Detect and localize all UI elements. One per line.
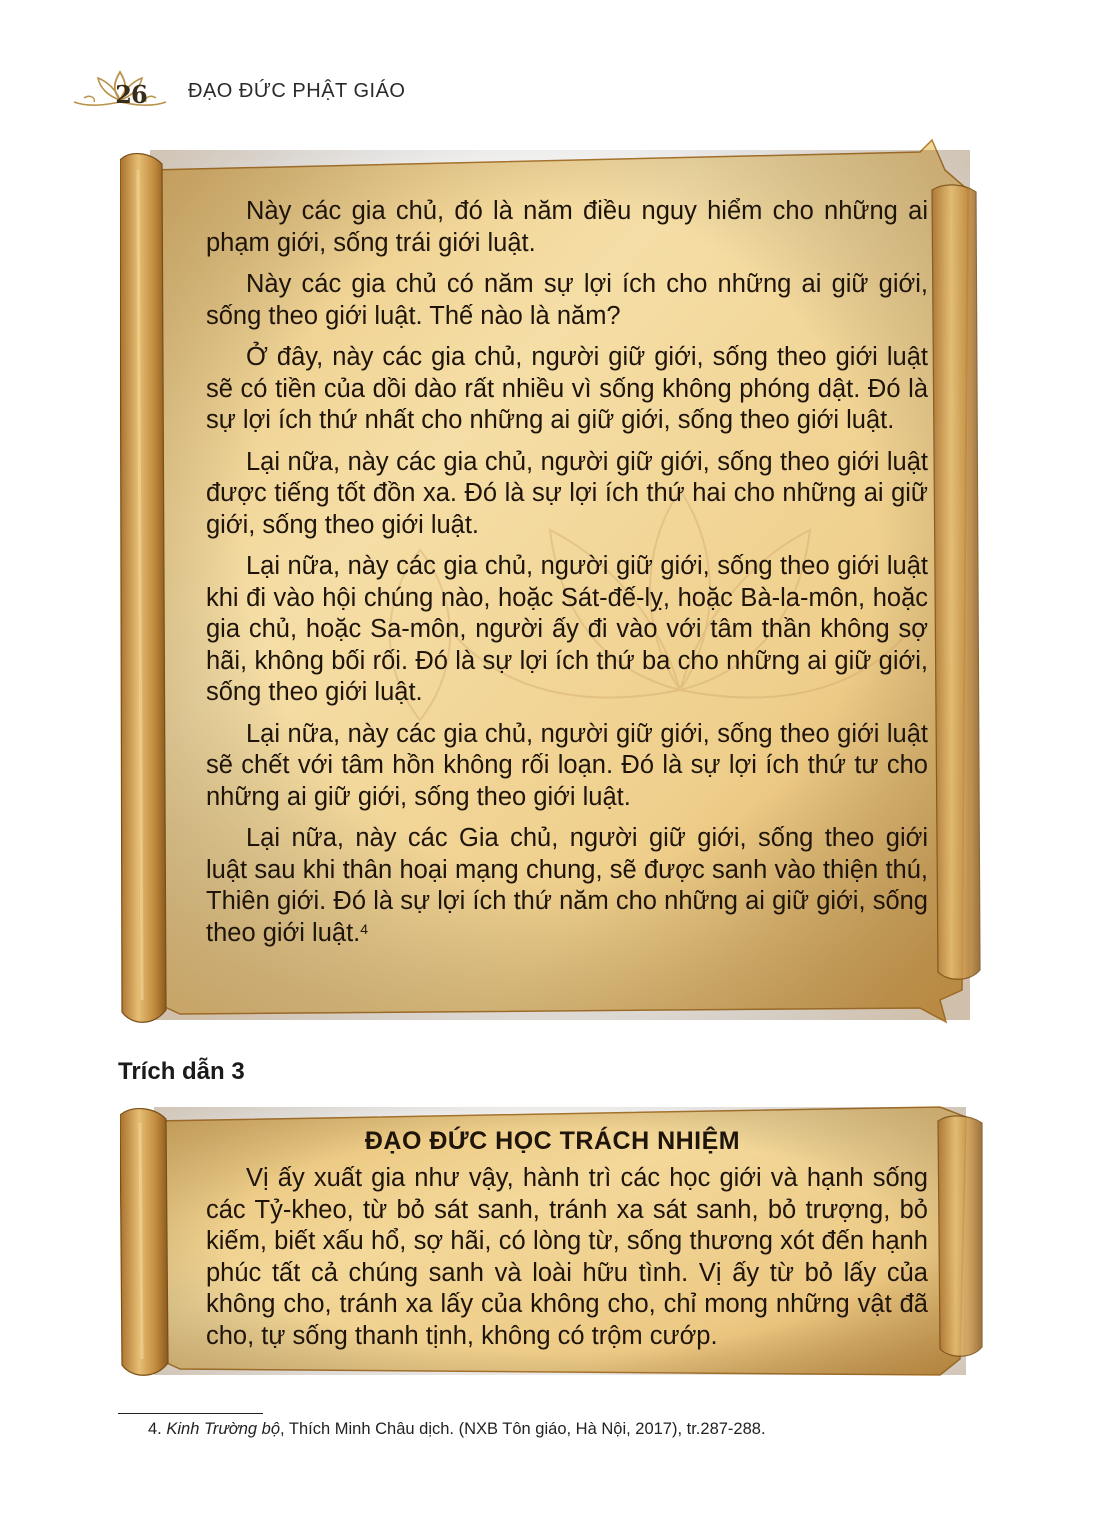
scroll-2-text bbox=[206, 1163, 928, 1352]
paragraph-text: Lại nữa, này các Gia chủ, người giữ giới, sống theo giới luật sau khi thân hoại mạng chung, sẽ được sanh vào thiện thú, Thiên giới. Đó là sự lợi ích thứ năm cho những ai giữ giới, sống theo giới luật. bbox=[206, 824, 928, 947]
paragraph: Vị ấy xuất gia như vậy, hành trì các học giới và hạnh sống các Tỷ-kheo, từ bỏ sát sanh, tránh xa sát sanh, bỏ trượng, bỏ kiếm, biết xấu hổ, sợ hãi, có lòng từ, sống thương xót đến hạnh phúc tất cả chúng sanh và loài hữu tình. Vị ấy từ bỏ lấy của không cho, tránh xa lấy của không cho, chỉ mong những vật đã cho, tự sống thanh tịnh, không có trộm cướp. bbox=[206, 1164, 928, 1350]
paragraph: Lại nữa, này các gia chủ, người giữ giới, sống theo giới luật sẽ chết với tâm hồn không rối loạn. Đó là sự lợi ích thứ tư cho những ai giữ giới, sống theo giới luật. bbox=[206, 719, 928, 811]
scroll-1-text bbox=[206, 196, 928, 949]
footnote-title: Kinh Trường bộ bbox=[166, 1420, 281, 1438]
paragraph: Này các gia chủ có năm sự lợi ích cho những ai giữ giới, sống theo giới luật. Thế nào là năm? bbox=[206, 270, 928, 330]
footnote-divider bbox=[118, 1413, 263, 1414]
paragraph: Lại nữa, này các gia chủ, người giữ giới, sống theo giới luật được tiếng tốt đồn xa. Đó là sự lợi ích thứ hai cho những ai giữ giới, sống theo giới luật. bbox=[206, 447, 928, 539]
paragraph: Lại nữa, này các gia chủ, người giữ giới, sống theo giới luật khi đi vào hội chúng nào, hoặc Sát-đế-lỵ, hoặc Bà-la-môn, hoặc gia chủ, hoặc Sa-môn, người ấy đi vào với tâm thần không sợ hãi, không bối rối. Đó là sự lợi ích thứ ba cho những ai giữ giới, sống theo giới luật. bbox=[206, 552, 928, 706]
book-title: ĐẠO ĐỨC PHẬT GIÁO bbox=[188, 80, 406, 102]
scroll-2-title: ĐẠO ĐỨC HỌC TRÁCH NHIỆM bbox=[364, 1127, 741, 1155]
footnote-ref[interactable]: 4 bbox=[360, 920, 369, 937]
page-header bbox=[70, 68, 490, 118]
footnote-number: 4. bbox=[148, 1420, 162, 1438]
scroll-quote-2 bbox=[120, 1097, 985, 1382]
page-number: 26 bbox=[115, 80, 147, 109]
paragraph-last bbox=[206, 823, 928, 949]
footnote bbox=[148, 1420, 766, 1439]
paragraph: Này các gia chủ, đó là năm điều nguy hiểm cho những ai phạm giới, sống trái giới luật. bbox=[206, 197, 928, 257]
section-label: Trích dẫn 3 bbox=[118, 1058, 245, 1085]
scroll-quote-1 bbox=[120, 130, 985, 1030]
paragraph: Ở đây, này các gia chủ, người giữ giới, sống theo giới luật sẽ có tiền của dồi dào rất nhiều vì sống không phóng dật. Đó là sự lợi ích thứ nhất cho những ai giữ giới, sống theo giới luật. bbox=[206, 343, 928, 434]
footnote-text: , Thích Minh Châu dịch. (NXB Tôn giáo, Hà Nội, 2017), tr.287-288. bbox=[280, 1420, 766, 1438]
